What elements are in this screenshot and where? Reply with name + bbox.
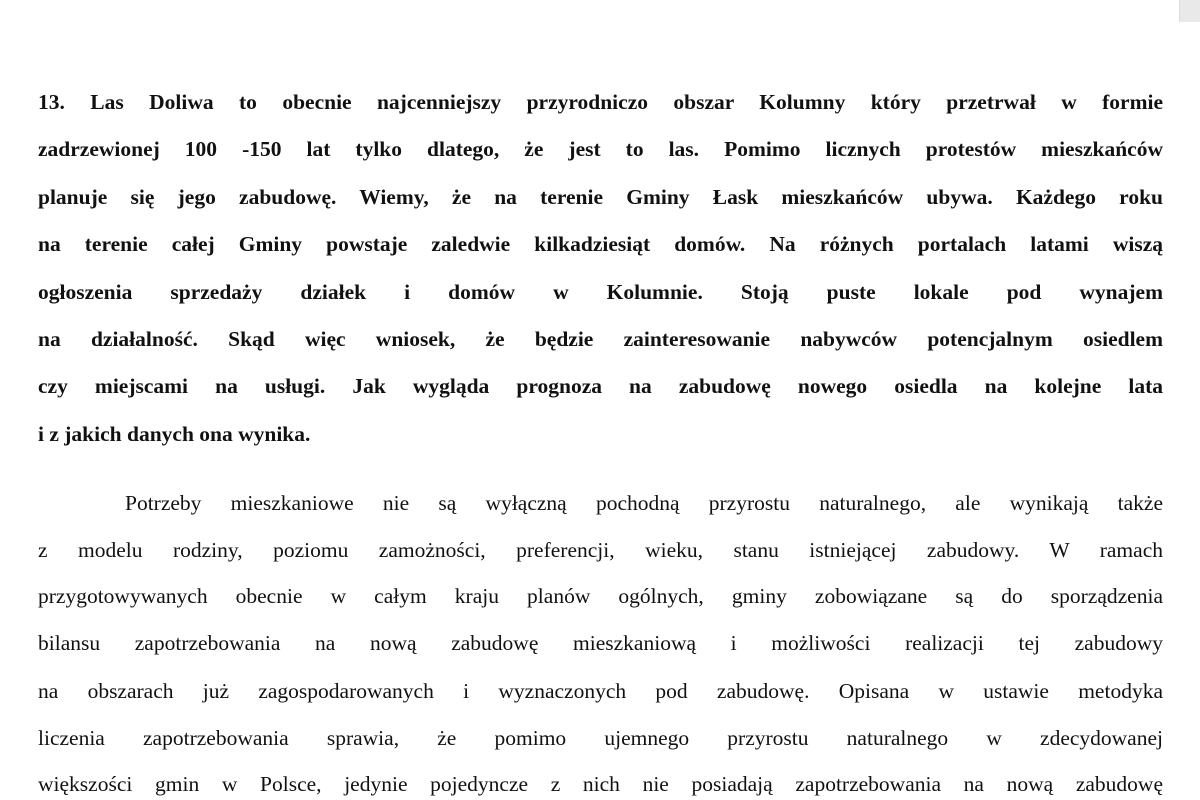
answer-line-3: przygotowywanych obecnie w całym kraju planów ogólnych, gminy zobowiązane są do sporządzenia [38, 584, 1163, 608]
question-line-7: czy miejscami na usługi. Jak wygląda prognoza na zabudowę nowego osiedla na kolejne lata [38, 374, 1163, 398]
answer-line-6: liczenia zapotrzebowania sprawia, że pomimo ujemnego przyrostu naturalnego w zdecydowanej [38, 726, 1163, 750]
question-line-5: ogłoszenia sprzedaży działek i domów w Kolumnie. Stoją puste lokale pod wynajem [38, 280, 1163, 304]
answer-line-2: z modelu rodziny, poziomu zamożności, preferencji, wieku, stanu istniejącej zabudowy. W ramach [38, 538, 1163, 562]
answer-line-5: na obszarach już zagospodarowanych i wyznaczonych pod zabudowę. Opisana w ustawie metodyka [38, 679, 1163, 703]
question-line-1: 13. Las Doliwa to obecnie najcenniejszy przyrodniczo obszar Kolumny który przetrwał w formie [38, 90, 1163, 114]
answer-line-7: większości gmin w Polsce, jedynie pojedyncze z nich nie posiadają zapotrzebowania na nową zabudowę [38, 772, 1163, 796]
answer-line-1: Potrzeby mieszkaniowe nie są wyłączną pochodną przyrostu naturalnego, ale wynikają także [125, 491, 1163, 515]
question-line-4: na terenie całej Gminy powstaje zaledwie kilkadziesiąt domów. Na różnych portalach latami wiszą [38, 232, 1163, 256]
scrollbar-corner [1179, 0, 1200, 22]
document-page [38, 0, 1163, 800]
question-line-2: zadrzewionej 100 -150 lat tylko dlatego, że jest to las. Pomimo licznych protestów mieszkańców [38, 137, 1163, 161]
question-line-6: na działalność. Skąd więc wniosek, że będzie zainteresowanie nabywców potencjalnym osiedlem [38, 327, 1163, 351]
question-line-8: i z jakich danych ona wynika. [38, 422, 311, 446]
answer-line-4: bilansu zapotrzebowania na nową zabudowę mieszkaniową i możliwości realizacji tej zabudowy [38, 631, 1163, 655]
question-line-3: planuje się jego zabudowę. Wiemy, że na terenie Gminy Łask mieszkańców ubywa. Każdego roku [38, 185, 1163, 209]
